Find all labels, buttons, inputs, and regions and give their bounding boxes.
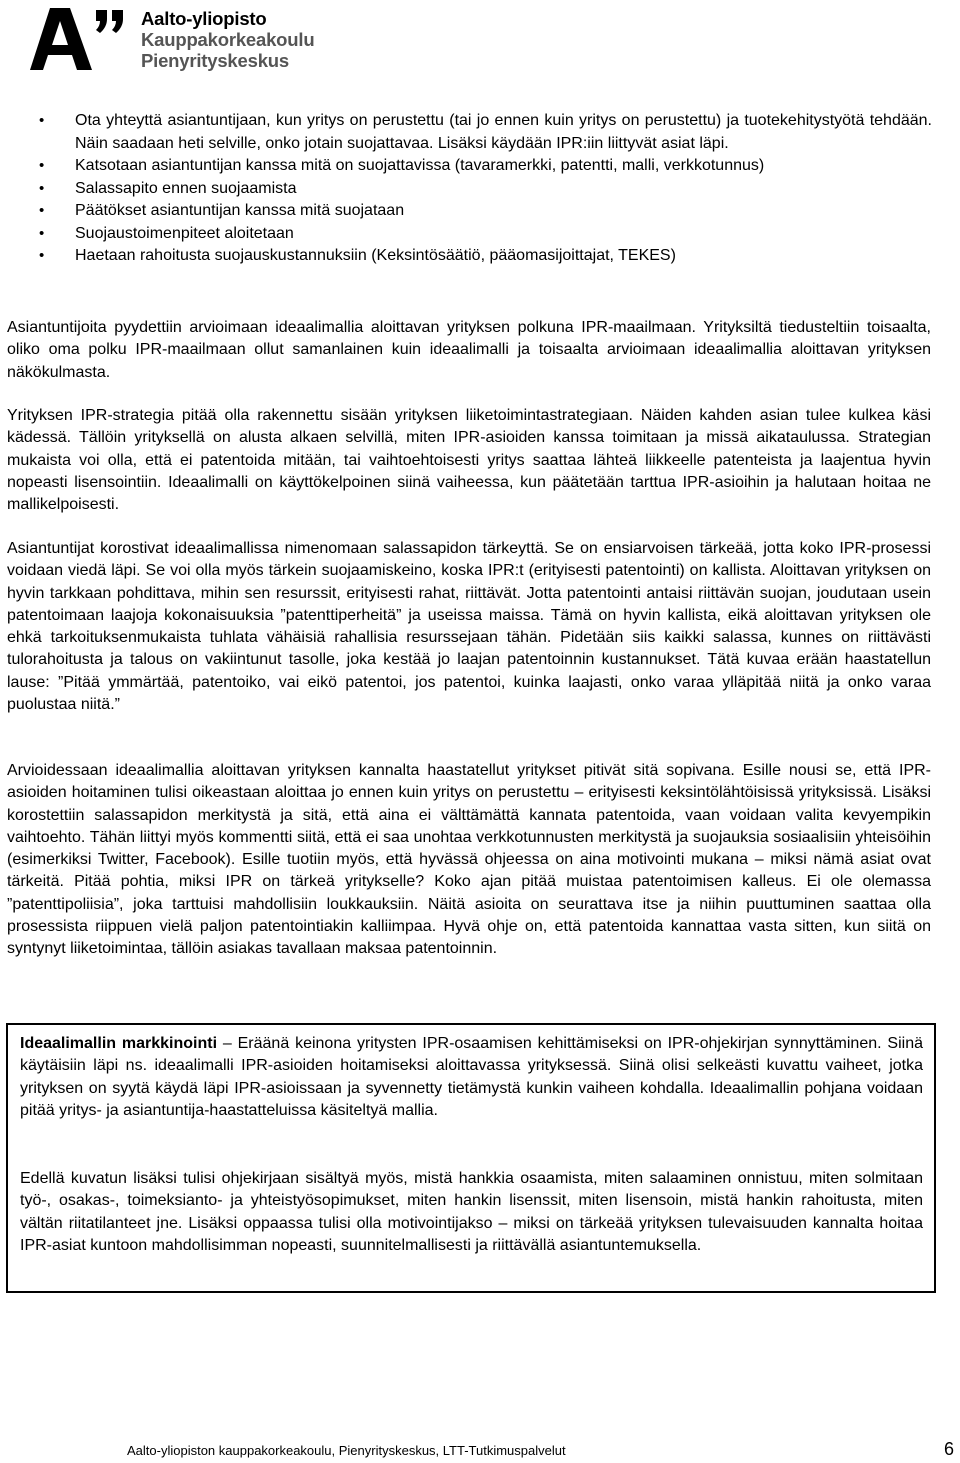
bullet-item: • Päätökset asiantuntijan kanssa mitä suojataan [0,200,960,223]
paragraph-3: Asiantuntijat korostivat ideaalimallissa nimenomaan salassapidon tärkeyttä. Se on ensiarvoisen tärkeää, jotta koko IPR-prosessi voidaan viedä läpi. Se voi olla myös tärkein suojaamiskeino, koska IPR:t (erityisesti patentointi) on kallista. Aloittavan yrityksen on hyvin tarkkaan pohdittava, mihin sen resurssit, erityisesti rahat, riittävät. Jotta patentointi antaisi riittävän suojan, joudutaan usein patentoimaan laajoja kokonaisuuksia ”patenttiperheitä” ja useissa maissa. Tämä on hyvin kallista, eikä aloittavan yrityksen ole ehkä tarkoituksenmukaista tuhlata vähäisiä rahallisia resurssejaan tähän. Pidetään siis kaikki salassa, kunnes on riittävästi tulorahoitusta ja talous on vakiintunut tasolle, joka kestää jo laajan patentoinnin kustannukset. Tätä kuvaa erään haastatellun lause: ”Pitää ymmärtää, patentoiko, vai eikö patentoi, jos patentoi, kuinka laajasti, onko varaa ylläpitää niitä ja onko varaa puolustaa niitä.” [7,540,931,714]
bullet-item: • Suojaustoimenpiteet aloitetaan [0,223,960,246]
aalto-a-mark-icon [30,8,140,70]
logo-wordmark [141,8,314,71]
info-box [6,1023,936,1293]
bullet-item: • Katsotaan asiantuntijan kanssa mitä on suojattavissa (tavaramerkki, patentti, malli, verkkotunnus) [0,155,960,178]
logo-line-school: Kauppakorkeakoulu [141,29,315,50]
paragraph-4: Arvioidessaan ideaalimallia aloittavan yrityksen kannalta haastatellut yritykset pitivät sitä sopivana. Esille nousi se, että IPR-asioiden hoitaminen tulisi oikeastaan aloittaa jo ennen kuin yritys on perustettu – erityisesti keksintölähtöisissä yrityksissä. Lisäksi korostettiin salassapidon merkitystä ja sitä, että aina ei välttämättä kannata patentoida, vaan voidaan valita kevyempikin vaihtoehto. Tähän liittyi myös kommentti siitä, että ei saa unohtaa verkkotunnusten merkitystä ja suojauksia sosiaalisiin yhteisöihin (esimerkiksi Twitter, Facebook). Esille tuotiin myös, että hyvässä ohjeessa on aina motivointi mukana – miksi nämä asiat ovat tärkeitä. Pitää pohtia, miksi IPR on tärkeä yritykselle? Koko ajan pitää muistaa patentoimisen kalleus. Ei ole olemassa ”patenttipoliisia”, joka tarttuisi mahdollisiin loukkauksiin. Näitä asioita on seurattava itse ja niihin puuttuminen saattaa olla prosessista riippuen vielä paljon patentointiakin kalliimpaa. Hyvä ohje on, että patentoida kannattaa vasta sitten, kun siitä on syntynyt liiketoimintaa, tällöin asiakas tavallaan maksaa patentoinnin. [7,762,931,958]
paragraph-1: Asiantuntijoita pyydettiin arvioimaan ideaalimallia aloittavan yrityksen polkuna IPR-maailmaan. Yrityksiltä tiedusteltiin toisaalta, oliko oma polku IPR-maailmaan ollut samanlainen kuin ideaalimalli ja toisaalta arvioimaan ideaalimallia aloittavan yrityksen näkökulmasta. [7,319,931,381]
bullet-item: • Haetaan rahoitusta suojauskustannuksiin (Keksintösäätiö, pääomasijoittajat, TEKES) [0,245,960,268]
page-footer: Aalto-yliopiston kauppakorkeakoulu, Pienyrityskeskus, LTT-Tutkimuspalvelut [127,1443,566,1458]
page-number: 6 [944,1439,955,1459]
bullet-item: • Salassapito ennen suojaamista [0,178,960,201]
paragraph-2: Yrityksen IPR-strategia pitää olla rakennettu sisään yrityksen liiketoimintastrategiaan. Näiden kahden asian tulee kulkea käsi kädessä. Tällöin yrityksellä on alusta alkaen selvillä, miten IPR-asioiden kanssa toimitaan ja missä aikataulussa. Strategian mukaista voi olla, että ei patentoida mitään, tai vaihtoehtoisesti yritys saattaa lähteä liikkeelle patenteista ja laajentua hyvin nopeasti lisensointiin. Ideaalimalli on käyttökelpoinen siinä vaiheessa, kun päätetään tarttua IPR-asioihin ja halutaan hoitaa ne mallikelpoisesti. [7,407,931,514]
info-box-text-1: – Eräänä keinona yritysten IPR-osaamisen kehittämiseksi on IPR-ohjekirjan synnyttäminen. Siinä käytäisiin läpi ns. ideaalimalli IPR-asioiden hoitamiseksi aloittavassa yrityksessä. Siinä olisi selkeästi kuvattu vaiheet, jotka yrityksen on syytä käydä läpi IPR-asioissaan ja syvennetty tietämystä kunkin vaiheen kohdalla. Ideaalimallin pohjana voidaan pitää yritys- ja asiantuntija-haastatteluissa käsiteltyä mallia. [20,1035,923,1120]
info-box-paragraph-1 [20,1033,923,1123]
info-box-paragraph-2: Edellä kuvatun lisäksi tulisi ohjekirjaan sisältyä myös, mistä hankkia osaamista, miten salaaminen onnistuu, miten solmitaan työ-, osakas-, toimeksianto- ja yhteistyösopimukset, miten hankin lisenssit, miten lisensoin, mistä hankin rahoitusta, miten vältän riitatilanteet jne. Lisäksi oppaassa tulisi olla motivointijakso – miksi on tärkeää yrityksen tulevaisuuden kannalta hoitaa IPR-asiat kuntoon mahdollisimman nopeasti, suunnitelmallisesti ja riittävällä asiantuntemuksella. [20,1170,923,1255]
bullet-item: • Ota yhteyttä asiantuntijaan, kun yritys on perustettu (tai jo ennen kuin yritys on perustettu) ja tuotekehitystyötä tehdään. Näin saadaan heti selville, onko jotain suojattavaa. Lisäksi käydään IPR:iin liittyvät asiat läpi. [0,110,960,155]
logo-line-center: Pienyrityskeskus [141,50,289,71]
logo-line-university: Aalto-yliopisto [141,8,267,29]
info-box-heading: Ideaalimallin markkinointi [20,1035,218,1052]
bullet-list [0,110,960,268]
